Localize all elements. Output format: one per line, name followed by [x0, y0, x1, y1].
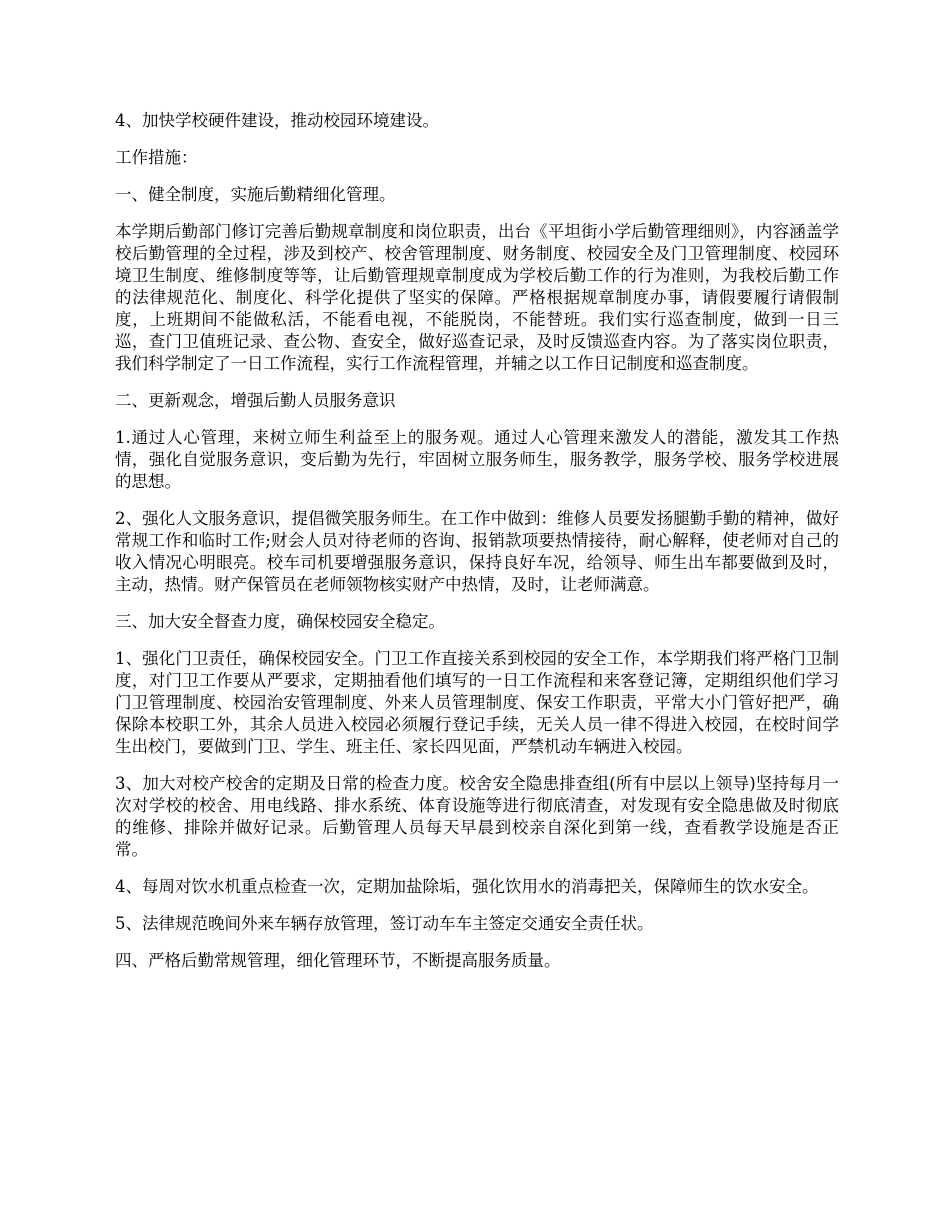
body-paragraph: 4、每周对饮水机重点检查一次，定期加盐除垢，强化饮用水的消毒把关，保障师生的饮水安全。	[115, 877, 819, 896]
section-item-4: 4、加快学校硬件建设，推动校园环境建设。	[115, 111, 439, 130]
section-heading-2: 二、更新观念，增强后勤人员服务意识	[115, 391, 396, 410]
body-paragraph: 1、强化门卫责任，确保校园安全。门卫工作直接关系到校园的安全工作，本学期我们将严格门卫制度，对门卫工作要从严要求，定期抽看他们填写的一日工作流程和来客登记簿，定期组织他们学习门卫管理制度、校园治安管理制度、外来人员管理制度、保安工作职责，平常大小门管好把严，确保除本校职工外，其余人员进入校园必须履行登记手续，无关人员一律不得进入校园，在校时间学生出校门，要做到门卫、学生、班主任、家长四见面，严禁机动车辆进入校园。	[115, 649, 839, 756]
body-paragraph: 1.通过人心管理，来树立师生利益至上的服务观。通过人心管理来激发人的潜能，激发其工作热情，强化自觉服务意识，变后勤为先行，牢固树立服务师生，服务教学，服务学校、服务学校进展的思想。	[115, 428, 839, 491]
body-paragraph: 本学期后勤部门修订完善后勤规章制度和岗位职责，出台《平坦街小学后勤管理细则》，内容涵盖学校后勤管理的全过程，涉及到校产、校舍管理制度、财务制度、校园安全及门卫管理制度、校园环境卫生制度、维修制度等等，让后勤管理规章制度成为学校后勤工作的行为准则，为我校后勤工作的法律规范化、制度化、科学化提供了坚实的保障。严格根据规章制度办事，请假要履行请假制度，上班期间不能做私活，不能看电视，不能脱岗，不能替班。我们实行巡查制度，做到一日三巡，查门卫值班记录、查公物、查安全，做好巡查记录，及时反馈巡查内容。为了落实岗位职责，我们科学制定了一日工作流程，实行工作流程管理，并辅之以工作日记制度和巡查制度。	[115, 222, 839, 373]
document-body	[115, 110, 839, 987]
section-heading-4: 四、严格后勤常规管理，细化管理环节，不断提高服务质量。	[115, 951, 561, 970]
body-paragraph: 2、强化人文服务意识，提倡微笑服务师生。在工作中做到：维修人员要发扬腿勤手勤的精神，做好常规工作和临时工作;财会人员对待老师的咨询、报销款项要热情接待，耐心解释，使老师对自己的收入情况心明眼亮。校车司机要增强服务意识，保持良好车况，给领导、师生出车都要做到及时，主动，热情。财产保管员在老师领物核实财产中热情，及时，让老师满意。	[115, 509, 839, 594]
section-heading-3: 三、加大安全督查力度，确保校园安全稳定。	[115, 612, 445, 631]
section-heading-1: 一、健全制度，实施后勤精细化管理。	[115, 185, 396, 204]
measures-heading: 工作措施：	[115, 148, 198, 167]
body-paragraph: 3、加大对校产校舍的定期及日常的检查力度。校舍安全隐患排查组(所有中层以上领导)坚持每月一次对学校的校舍、用电线路、排水系统、体育设施等进行彻底清查，对发现有安全隐患做及时彻底的维修、排除并做好记录。后勤管理人员每天早晨到校亲自深化到第一线，查看教学设施是否正常。	[115, 774, 839, 859]
body-paragraph: 5、法律规范晚间外来车辆存放管理，签订动车车主签定交通安全责任状。	[115, 914, 654, 933]
